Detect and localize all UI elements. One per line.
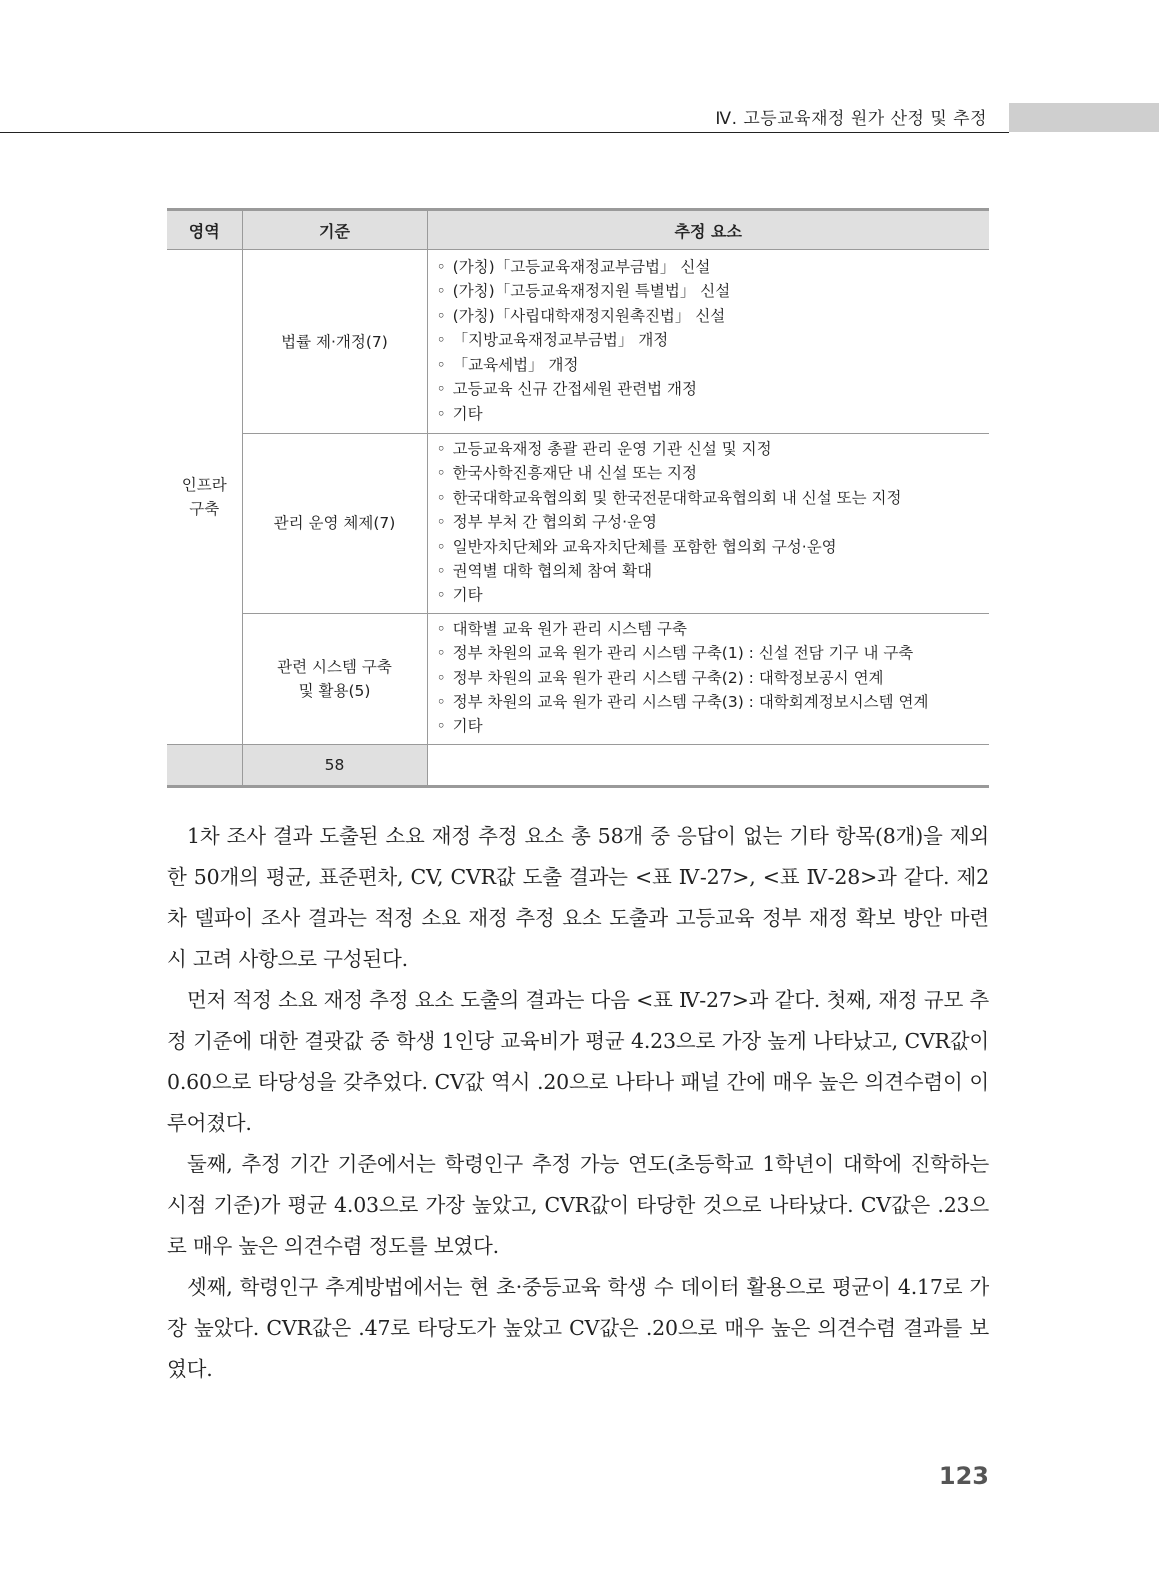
total-area-cell	[167, 744, 242, 786]
total-elements-cell	[427, 744, 989, 786]
area-label-line: 인프라	[181, 475, 227, 494]
area-label-line: 구축	[189, 499, 220, 518]
list-item: ◦ 「지방교육재정교부금법」 개정	[437, 328, 990, 352]
list-item: ◦ (가칭)「고등교육재정지원 특별법」 신설	[437, 279, 990, 303]
page-number: 123	[938, 1462, 989, 1490]
column-header-elements: 추정 요소	[427, 210, 989, 250]
criterion-cell	[242, 250, 427, 434]
list-item: ◦ 정부 차원의 교육 원가 관리 시스템 구축(2) : 대학정보공시 연계	[437, 666, 990, 690]
running-header-title: Ⅳ. 고등교육재정 원가 산정 및 추정	[715, 109, 987, 129]
criterion-cell	[242, 613, 427, 744]
list-item: ◦ 일반자치단체와 교육자치단체를 포함한 협의회 구성·운영	[437, 535, 990, 559]
list-item: ◦ 정부 부처 간 협의회 구성·운영	[437, 510, 990, 534]
list-item: ◦ 한국사학진흥재단 내 신설 또는 지정	[437, 461, 990, 485]
header-rule	[0, 132, 1009, 133]
column-header-area: 영역	[167, 210, 242, 250]
list-item: ◦ (가칭)「고등교육재정교부금법」 신설	[437, 255, 990, 279]
table-total-row	[167, 744, 989, 786]
list-item: ◦ (가칭)「사립대학재정지원촉진법」 신설	[437, 304, 990, 328]
criterion-label: 법률 제·개정(7)	[281, 332, 388, 351]
list-item: ◦ 한국대학교육협의회 및 한국전문대학교육협의회 내 신설 또는 지정	[437, 486, 990, 510]
list-item: ◦ 기타	[437, 402, 990, 426]
criterion-cell	[242, 434, 427, 614]
list-item: ◦ 기타	[437, 583, 990, 607]
body-text	[167, 816, 989, 1390]
list-item: ◦ 고등교육 신규 간접세원 관련법 개정	[437, 377, 990, 401]
elements-cell	[427, 250, 989, 434]
column-header-criterion: 기준	[242, 210, 427, 250]
list-item: ◦ 고등교육재정 총괄 관리 운영 기관 신설 및 지정	[437, 437, 990, 461]
table-header-row	[167, 210, 989, 250]
table-row	[167, 250, 989, 434]
list-item: ◦ 「교육세법」 개정	[437, 353, 990, 377]
list-item: ◦ 정부 차원의 교육 원가 관리 시스템 구축(1) : 신설 전담 기구 내 구축	[437, 641, 990, 665]
estimation-elements-table	[167, 208, 989, 788]
elements-cell	[427, 613, 989, 744]
list-item: ◦ 권역별 대학 협의체 참여 확대	[437, 559, 990, 583]
paragraph: 둘째, 추정 기간 기준에서는 학령인구 추정 가능 연도(초등학교 1학년이 대학에 진학하는 시점 기준)가 평균 4.03으로 가장 높았고, CVR값이 타당한 것으로 나타났다. CV값은 .23으로 매우 높은 의견수렴 정도를 보였다.	[167, 1152, 989, 1258]
list-item: ◦ 대학별 교육 원가 관리 시스템 구축	[437, 617, 990, 641]
total-count-cell: 58	[242, 744, 427, 786]
paragraph: 셋째, 학령인구 추계방법에서는 현 초·중등교육 학생 수 데이터 활용으로 평균이 4.17로 가장 높았다. CVR값은 .47로 타당도가 높았고 CV값은 .20으로 매우 높은 의견수렴 결과를 보였다.	[167, 1275, 989, 1381]
list-item: ◦ 기타	[437, 714, 990, 738]
paragraph: 먼저 적정 소요 재정 추정 요소 도출의 결과는 다음 <표 Ⅳ-27>과 같다. 첫째, 재정 규모 추정 기준에 대한 결괏값 중 학생 1인당 교육비가 평균 4.23으로 가장 높게 나타났고, CVR값이 0.60으로 타당성을 갖추었다. CV값 역시 .20으로 나타나 패널 간에 매우 높은 의견수렴이 이루어졌다.	[167, 988, 989, 1135]
elements-cell	[427, 434, 989, 614]
area-cell	[167, 250, 242, 745]
table-row	[167, 434, 989, 614]
table-row	[167, 613, 989, 744]
criterion-label: 관리 운영 체제(7)	[273, 514, 396, 533]
list-item: ◦ 정부 차원의 교육 원가 관리 시스템 구축(3) : 대학회계정보시스템 연계	[437, 690, 990, 714]
criterion-label: 관련 시스템 구축	[277, 657, 392, 676]
header-tab-block	[1009, 103, 1159, 132]
paragraph: 1차 조사 결과 도출된 소요 재정 추정 요소 총 58개 중 응답이 없는 기타 항목(8개)을 제외한 50개의 평균, 표준편차, CV, CVR값 도출 결과는 <표 Ⅳ-27>, <표 Ⅳ-28>과 같다. 제2차 델파이 조사 결과는 적정 소요 재정 추정 요소 도출과 고등교육 정부 재정 확보 방안 마련 시 고려 사항으로 구성된다.	[167, 824, 989, 971]
criterion-label: 및 활용(5)	[298, 681, 371, 700]
